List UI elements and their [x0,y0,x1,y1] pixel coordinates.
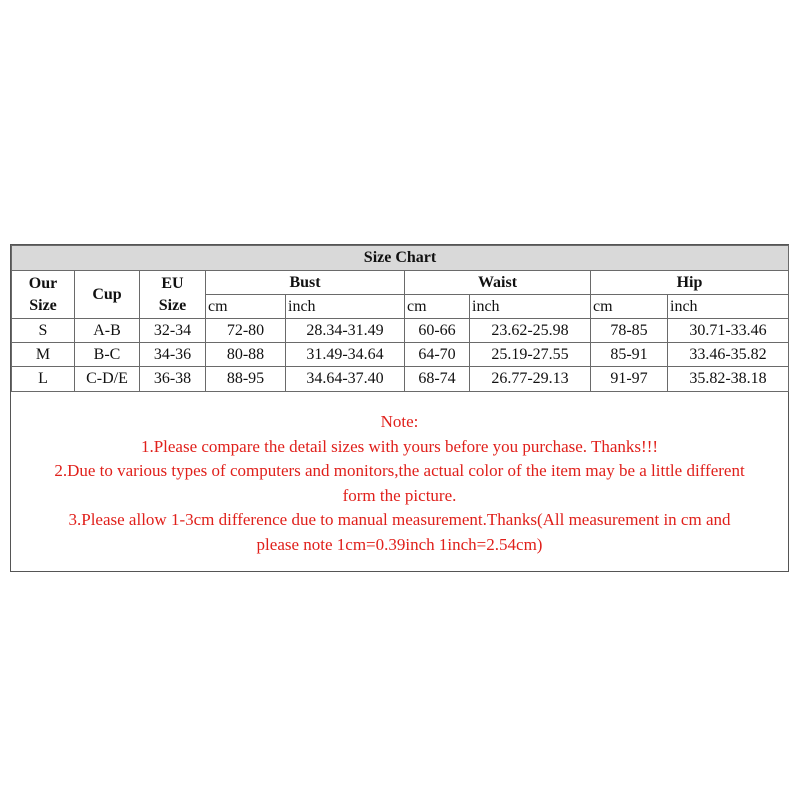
size-chart-title: Size Chart [12,246,789,271]
cell-bust-inch: 28.34-31.49 [286,319,405,343]
header-our-size [12,271,75,319]
size-chart-panel [10,244,789,572]
note-line: 2.Due to various types of computers and monitors,the actual color of the item may be a little different [54,461,745,480]
bust-cm-unit: cm [206,295,286,319]
cell-waist-inch: 26.77-29.13 [470,367,591,392]
notes-section [11,410,788,557]
table-row [12,343,789,367]
bust-inch-unit: inch [286,295,405,319]
cell-hip-inch: 33.46-35.82 [668,343,789,367]
cell-bust-inch: 34.64-37.40 [286,367,405,392]
hip-cm-unit: cm [591,295,668,319]
header-eu-size [140,271,206,319]
header-cup: Cup [75,271,140,319]
cell-bust-cm: 72-80 [206,319,286,343]
note-line: please note 1cm=0.39inch 1inch=2.54cm) [256,534,543,554]
cell-waist-inch: 25.19-27.55 [470,343,591,367]
cell-hip-inch: 35.82-38.18 [668,367,789,392]
notes-heading: Note: [380,412,419,431]
note-line: 1.Please compare the detail sizes with yours before you purchase. Thanks!!! [140,436,659,456]
header-eu-size-line2: Size [158,296,187,314]
header-eu-size-line1: EU [161,274,184,292]
cell-hip-inch: 30.71-33.46 [668,319,789,343]
header-our-size-line2: Size [29,296,57,314]
cell-waist-cm: 60-66 [405,319,470,343]
cell-bust-cm: 80-88 [206,343,286,367]
cell-cup: B-C [75,343,140,367]
table-row [12,319,789,343]
cell-waist-cm: 68-74 [405,367,470,392]
note-line: form the picture. [342,485,457,505]
cell-bust-inch: 31.49-34.64 [286,343,405,367]
waist-inch-unit: inch [470,295,591,319]
cell-hip-cm: 91-97 [591,367,668,392]
cell-size: S [12,319,75,343]
cell-hip-cm: 78-85 [591,319,668,343]
cell-size: M [12,343,75,367]
table-row [12,367,789,392]
header-hip: Hip [591,271,789,295]
cell-eu: 36-38 [140,367,206,392]
hip-inch-unit: inch [668,295,789,319]
size-chart-table [11,245,789,392]
cell-waist-cm: 64-70 [405,343,470,367]
waist-cm-unit: cm [405,295,470,319]
cell-eu: 34-36 [140,343,206,367]
cell-hip-cm: 85-91 [591,343,668,367]
note-line: 3.Please allow 1-3cm difference due to manual measurement.Thanks(All measurement in cm and [68,510,731,529]
cell-waist-inch: 23.62-25.98 [470,319,591,343]
header-waist: Waist [405,271,591,295]
cell-size: L [12,367,75,392]
header-bust: Bust [206,271,405,295]
cell-cup: A-B [75,319,140,343]
cell-eu: 32-34 [140,319,206,343]
header-our-size-line1: Our [28,274,58,292]
cell-cup: C-D/E [75,367,140,392]
cell-bust-cm: 88-95 [206,367,286,392]
